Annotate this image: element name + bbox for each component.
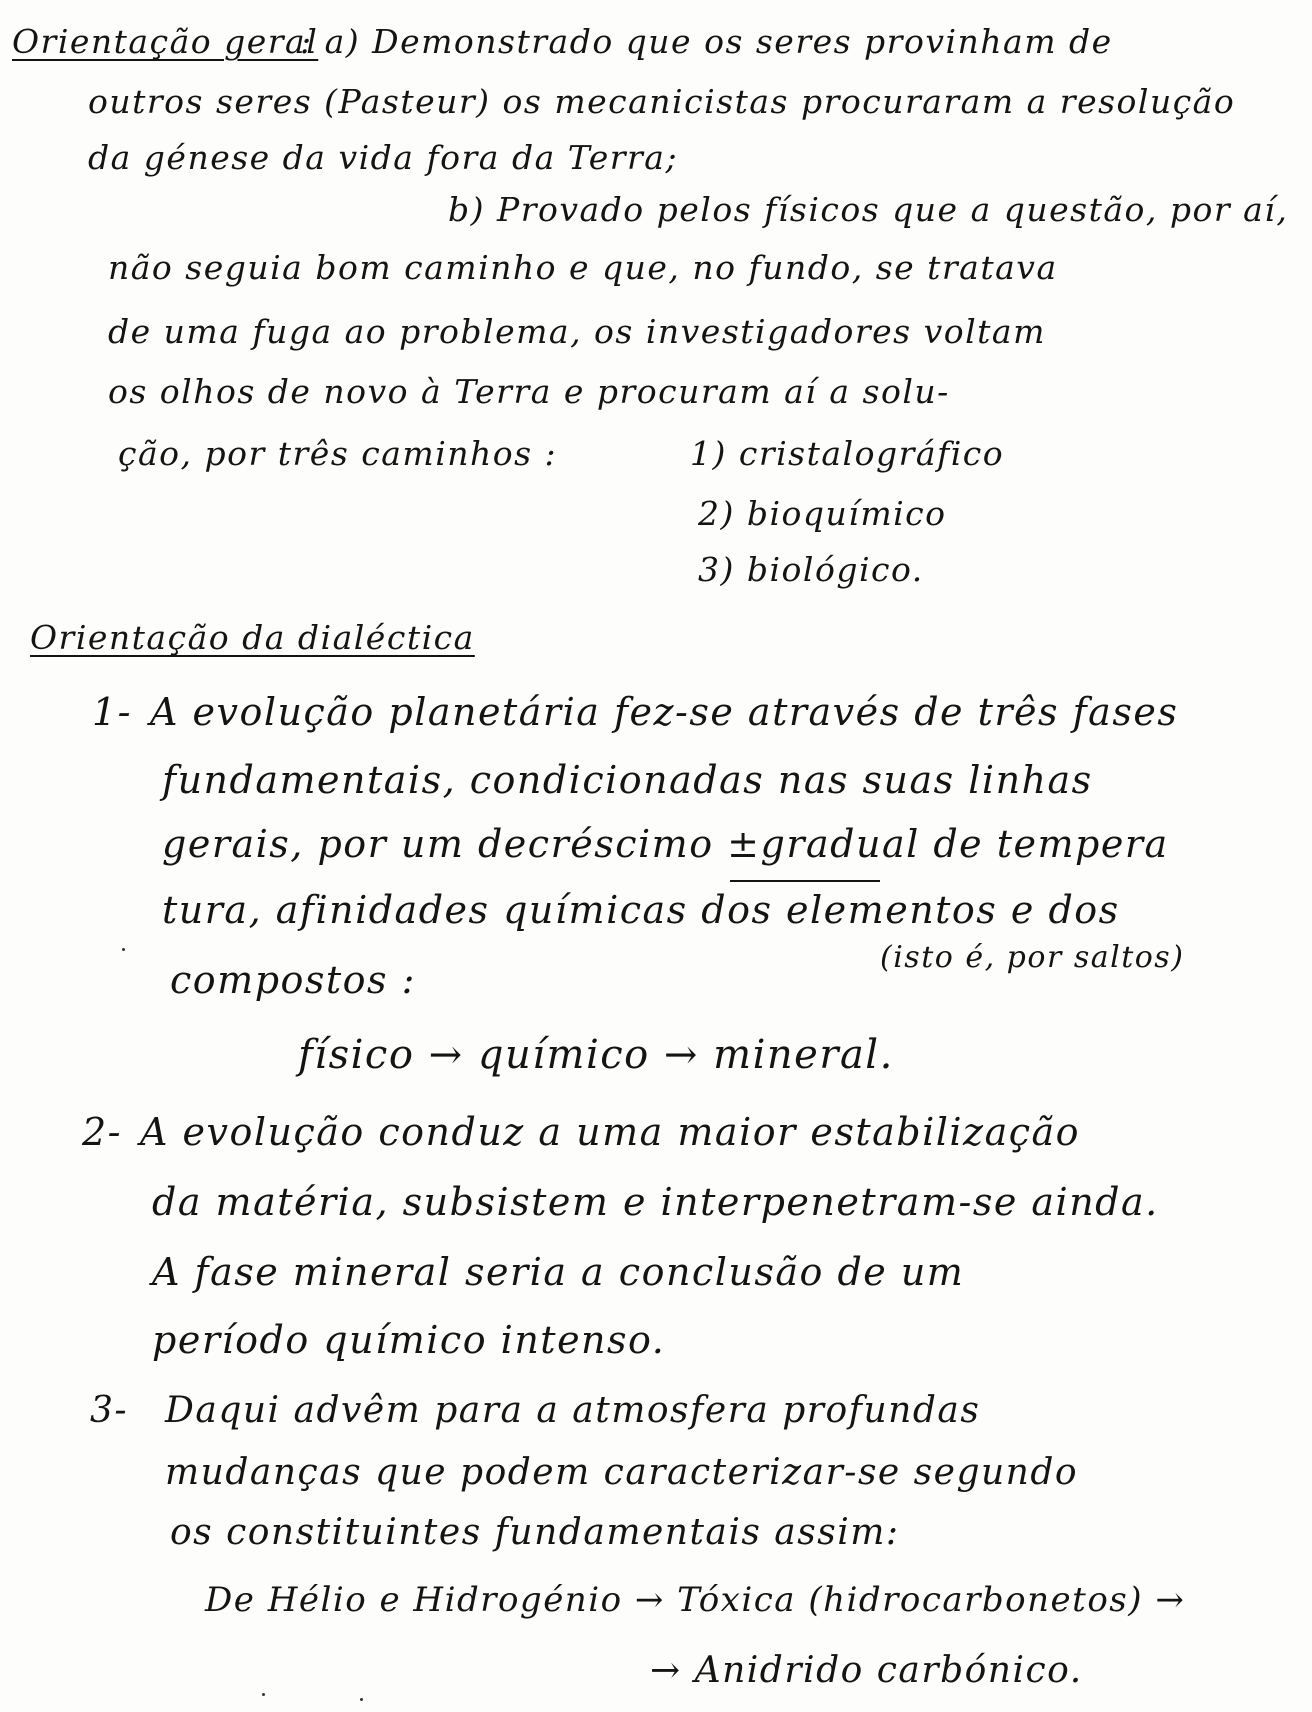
item1-line-5: compostos :: [170, 958, 416, 1002]
scan-speck: [122, 948, 125, 951]
section1-line-8: ção, por três caminhos :: [118, 434, 558, 473]
item2-line-1: A evolução conduz a uma maior estabilização: [140, 1110, 1081, 1154]
item2-number: 2-: [82, 1110, 123, 1154]
section1-line-4: b) Provado pelos físicos que a questão, por aí,: [448, 190, 1289, 229]
item1-number: 1-: [92, 690, 133, 734]
path-item-2: 2) bioquímico: [698, 494, 947, 533]
scan-speck: [360, 1698, 363, 1701]
section1-line-2: outros seres (Pasteur) os mecanicistas procuraram a resolução: [88, 82, 1236, 121]
gradual-underline: [730, 880, 880, 882]
path-item-3: 3) biológico.: [698, 550, 924, 589]
section1-line-3: da génese da vida fora da Terra;: [88, 138, 679, 177]
section1-heading: Orientação geral: [12, 22, 319, 61]
section2-heading: Orientação da dialéctica: [30, 618, 475, 657]
item3-line-1: Daqui advêm para a atmosfera profundas: [165, 1390, 981, 1431]
section1-line-7: os olhos de novo à Terra e procuram aí a solu-: [108, 372, 950, 411]
item1-annotation: (isto é, por saltos): [880, 940, 1185, 975]
item2-line-3: A fase mineral seria a conclusão de um: [152, 1250, 965, 1294]
item3-line-5: → Anidrido carbónico.: [650, 1650, 1083, 1691]
item3-line-4: De Hélio e Hidrogénio → Tóxica (hidrocarbonetos) →: [205, 1580, 1186, 1620]
item3-number: 3-: [90, 1390, 129, 1431]
section1-line-1: : a) Demonstrado que os seres provinham de: [300, 22, 1113, 61]
scan-speck: [262, 1693, 265, 1696]
item1-line-2: fundamentais, condicionadas nas suas linhas: [162, 758, 1093, 802]
item1-line-3: gerais, por um decréscimo ±gradual de tempera: [162, 822, 1169, 866]
item3-line-3: os constituintes fundamentais assim:: [170, 1512, 900, 1553]
item2-line-2: da matéria, subsistem e interpenetram-se ainda.: [152, 1180, 1159, 1224]
item1-line-4: tura, afinidades químicas dos elementos e dos: [162, 888, 1120, 932]
item2-line-4: período químico intenso.: [152, 1318, 666, 1362]
section1-line-6: de uma fuga ao problema, os investigadores voltam: [108, 312, 1046, 351]
section1-line-5: não seguia bom caminho e que, no fundo, se tratava: [108, 248, 1058, 287]
item1-line-1: A evolução planetária fez-se através de três fases: [150, 690, 1179, 734]
item1-sequence: físico → químico → mineral.: [298, 1032, 894, 1078]
item3-line-2: mudanças que podem caracterizar-se segundo: [165, 1452, 1079, 1493]
path-item-1: 1) cristalográfico: [690, 434, 1005, 473]
